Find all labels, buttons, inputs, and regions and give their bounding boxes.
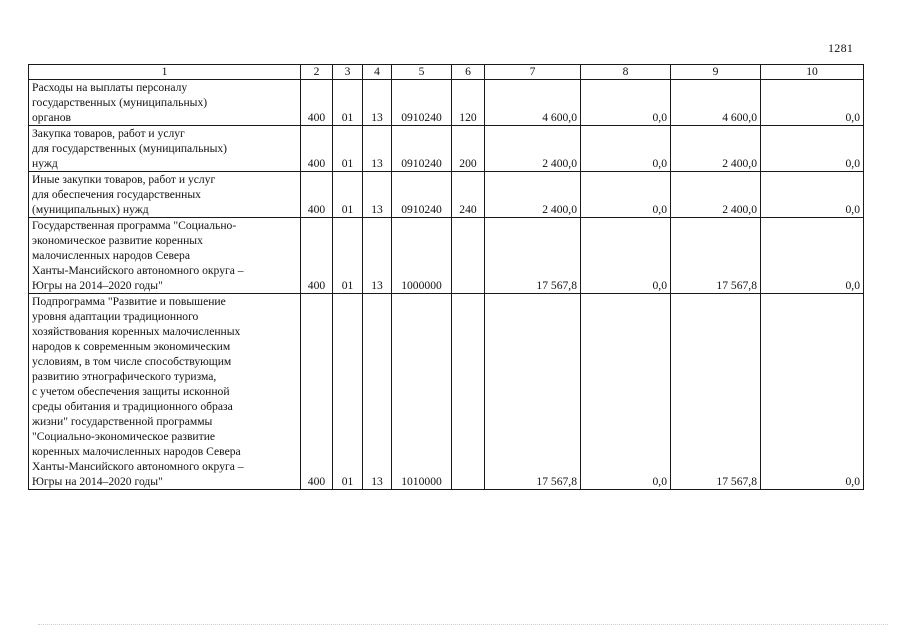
table-row bbox=[29, 126, 864, 172]
row-description: Подпрограмма "Развитие и повышение уровня адаптации традиционного хозяйствования коренных малочисленных народов к современным экономическим условиям, в том числе способствующим развитию этнографического туризма, с учетом обеспечения защиты исконной среды обитания и традиционного образа жизни" государственной программы "Социально-экономическое развитие коренных малочисленных народов Севера Ханты-Мансийского автономного округа – Югры на 2014–2020 годы" bbox=[29, 294, 301, 490]
cell-col7: 17 567,8 bbox=[485, 218, 581, 294]
cell-col3: 01 bbox=[333, 172, 363, 218]
cell-col5: 0910240 bbox=[392, 172, 452, 218]
cell-col10: 0,0 bbox=[761, 294, 864, 490]
cell-col2: 400 bbox=[301, 294, 333, 490]
cell-col8: 0,0 bbox=[581, 172, 671, 218]
column-header: 9 bbox=[671, 65, 761, 80]
cell-col3: 01 bbox=[333, 126, 363, 172]
cell-col8: 0,0 bbox=[581, 126, 671, 172]
cell-col8: 0,0 bbox=[581, 80, 671, 126]
cell-col9: 2 400,0 bbox=[671, 172, 761, 218]
header-row bbox=[29, 65, 864, 80]
scan-artifact-line bbox=[38, 624, 888, 625]
table-row bbox=[29, 172, 864, 218]
cell-col6: 240 bbox=[452, 172, 485, 218]
column-header: 8 bbox=[581, 65, 671, 80]
cell-col6: 200 bbox=[452, 126, 485, 172]
row-description: Государственная программа "Социально- экономическое развитие коренных малочисленных народов Севера Ханты-Мансийского автономного округа – Югры на 2014–2020 годы" bbox=[29, 218, 301, 294]
table-row bbox=[29, 294, 864, 490]
cell-col10: 0,0 bbox=[761, 172, 864, 218]
cell-col7: 17 567,8 bbox=[485, 294, 581, 490]
column-header: 4 bbox=[363, 65, 392, 80]
budget-table bbox=[28, 64, 864, 490]
cell-col2: 400 bbox=[301, 218, 333, 294]
table-row bbox=[29, 80, 864, 126]
cell-col8: 0,0 bbox=[581, 218, 671, 294]
cell-col9: 2 400,0 bbox=[671, 126, 761, 172]
cell-col7: 2 400,0 bbox=[485, 172, 581, 218]
cell-col10: 0,0 bbox=[761, 126, 864, 172]
cell-col6: 120 bbox=[452, 80, 485, 126]
cell-col8: 0,0 bbox=[581, 294, 671, 490]
cell-col4: 13 bbox=[363, 218, 392, 294]
column-header: 6 bbox=[452, 65, 485, 80]
cell-col4: 13 bbox=[363, 294, 392, 490]
cell-col10: 0,0 bbox=[761, 218, 864, 294]
cell-col9: 17 567,8 bbox=[671, 294, 761, 490]
cell-col4: 13 bbox=[363, 172, 392, 218]
cell-col5: 1010000 bbox=[392, 294, 452, 490]
row-description: Закупка товаров, работ и услуг для государственных (муниципальных) нужд bbox=[29, 126, 301, 172]
cell-col10: 0,0 bbox=[761, 80, 864, 126]
cell-col7: 4 600,0 bbox=[485, 80, 581, 126]
cell-col5: 0910240 bbox=[392, 80, 452, 126]
cell-col9: 4 600,0 bbox=[671, 80, 761, 126]
cell-col4: 13 bbox=[363, 80, 392, 126]
cell-col2: 400 bbox=[301, 126, 333, 172]
cell-col5: 1000000 bbox=[392, 218, 452, 294]
cell-col3: 01 bbox=[333, 294, 363, 490]
column-header: 2 bbox=[301, 65, 333, 80]
cell-col2: 400 bbox=[301, 80, 333, 126]
cell-col6 bbox=[452, 294, 485, 490]
cell-col7: 2 400,0 bbox=[485, 126, 581, 172]
column-header: 1 bbox=[29, 65, 301, 80]
cell-col2: 400 bbox=[301, 172, 333, 218]
cell-col3: 01 bbox=[333, 218, 363, 294]
column-header: 7 bbox=[485, 65, 581, 80]
column-header: 3 bbox=[333, 65, 363, 80]
row-description: Расходы на выплаты персоналу государственных (муниципальных) органов bbox=[29, 80, 301, 126]
cell-col9: 17 567,8 bbox=[671, 218, 761, 294]
cell-col6 bbox=[452, 218, 485, 294]
row-description: Иные закупки товаров, работ и услуг для обеспечения государственных (муниципальных) нужд bbox=[29, 172, 301, 218]
column-header: 5 bbox=[392, 65, 452, 80]
cell-col3: 01 bbox=[333, 80, 363, 126]
column-header: 10 bbox=[761, 65, 864, 80]
cell-col5: 0910240 bbox=[392, 126, 452, 172]
page-number: 1281 bbox=[828, 41, 854, 55]
table-row bbox=[29, 218, 864, 294]
cell-col4: 13 bbox=[363, 126, 392, 172]
